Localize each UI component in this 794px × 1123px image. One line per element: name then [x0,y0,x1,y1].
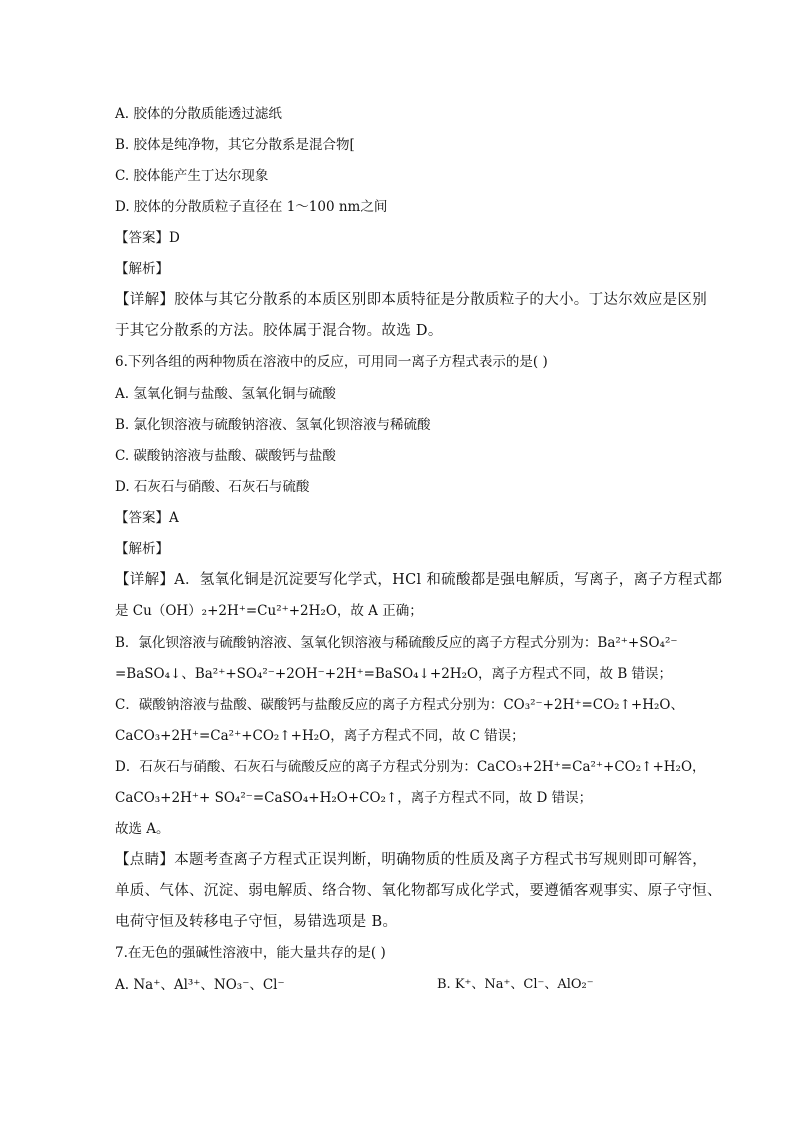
q6-answer: 【答案】A [115,510,179,526]
q5-option-c: C. 胶体能产生丁达尔现象 [115,168,269,184]
q6-detail-c-line-2: CaCO₃+2H⁺=Ca²⁺+CO₂↑+H₂O，离子方程式不同，故 C 错误； [115,728,525,744]
q6-detail-a-line-1: 【详解】A．氢氧化铜是沉淀要写化学式，HCl 和硫酸都是强电解质，写离子，离子方程式都 [115,572,723,588]
q5-analysis-heading: 【解析】 [115,261,169,277]
q6-option-b: B. 氯化钡溶液与硫酸钠溶液、氢氧化钡溶液与稀硫酸 [115,417,431,433]
q6-analysis-heading: 【解析】 [115,541,169,557]
q6-detail-d-line-1: D．石灰石与硝酸、石灰石与硫酸反应的离子方程式分别为：CaCO₃+2H⁺=Ca²⁺+CO₂↑+H₂O， [115,759,706,775]
q6-tip-line-2: 单质、气体、沉淀、弱电解质、络合物、氧化物都写成化学式，要遵循客观事实、原子守恒、 [115,883,722,899]
q7-option-b: B. K⁺、Na⁺、Cl⁻、AlO₂⁻ [437,977,594,992]
q6-detail-c-line-1: C．碳酸钠溶液与盐酸、碳酸钙与盐酸反应的离子方程式分别为：CO₃²⁻+2H⁺=CO₂↑+H₂O、 [115,697,684,713]
q5-detail-line-2: 于其它分散系的方法。胶体属于混合物。故选 D。 [115,323,443,339]
q7-stem: 7.在无色的强碱性溶液中，能大量共存的是( ) [115,945,386,961]
q6-detail-b-line-2: =BaSO₄↓、Ba²⁺+SO₄²⁻+2OH⁻+2H⁺=BaSO₄↓+2H₂O，离子方程式不同，故 B 错误； [115,666,673,682]
q6-option-c: C. 碳酸钠溶液与盐酸、碳酸钙与盐酸 [115,448,336,464]
q6-stem: 6.下列各组的两种物质在溶液中的反应，可用同一离子方程式表示的是( ) [115,354,548,370]
q6-option-d: D. 石灰石与硝酸、石灰石与硫酸 [115,479,310,495]
q6-tip-line-1: 【点睛】本题考查离子方程式正误判断，明确物质的性质及离子方程式书写规则即可解答， [115,852,707,868]
q5-option-d: D. 胶体的分散质粒子直径在 1～100 nm之间 [115,199,388,215]
q6-detail-d-line-2: CaCO₃+2H⁺+ SO₄²⁻=CaSO₄+H₂O+CO₂↑，离子方程式不同，故 D 错误； [115,790,593,806]
q6-tip-line-3: 电荷守恒及转移电子守恒，易错选项是 B。 [115,914,398,930]
q5-answer: 【答案】D [115,230,180,246]
q7-option-a: A. Na⁺、Al³⁺、NO₃⁻、Cl⁻ [115,977,285,993]
q6-detail-b-line-1: B．氯化钡溶液与硫酸钠溶液、氢氧化钡溶液与稀硫酸反应的离子方程式分别为：Ba²⁺+SO₄²⁻ [115,635,678,651]
q5-option-b: B. 胶体是纯净物，其它分散系是混合物[ [115,137,355,153]
q5-option-a: A. 胶体的分散质能透过滤纸 [115,106,282,122]
q6-choose: 故选 A。 [115,821,170,837]
q6-option-a: A. 氢氧化铜与盐酸、氢氧化铜与硫酸 [115,386,336,402]
q5-detail-line-1: 【详解】胶体与其它分散系的本质区别即本质特征是分散质粒子的大小。丁达尔效应是区别 [115,292,707,308]
q6-detail-a-line-2: 是 Cu（OH）₂+2H⁺=Cu²⁺+2H₂O，故 A 正确； [115,603,423,619]
